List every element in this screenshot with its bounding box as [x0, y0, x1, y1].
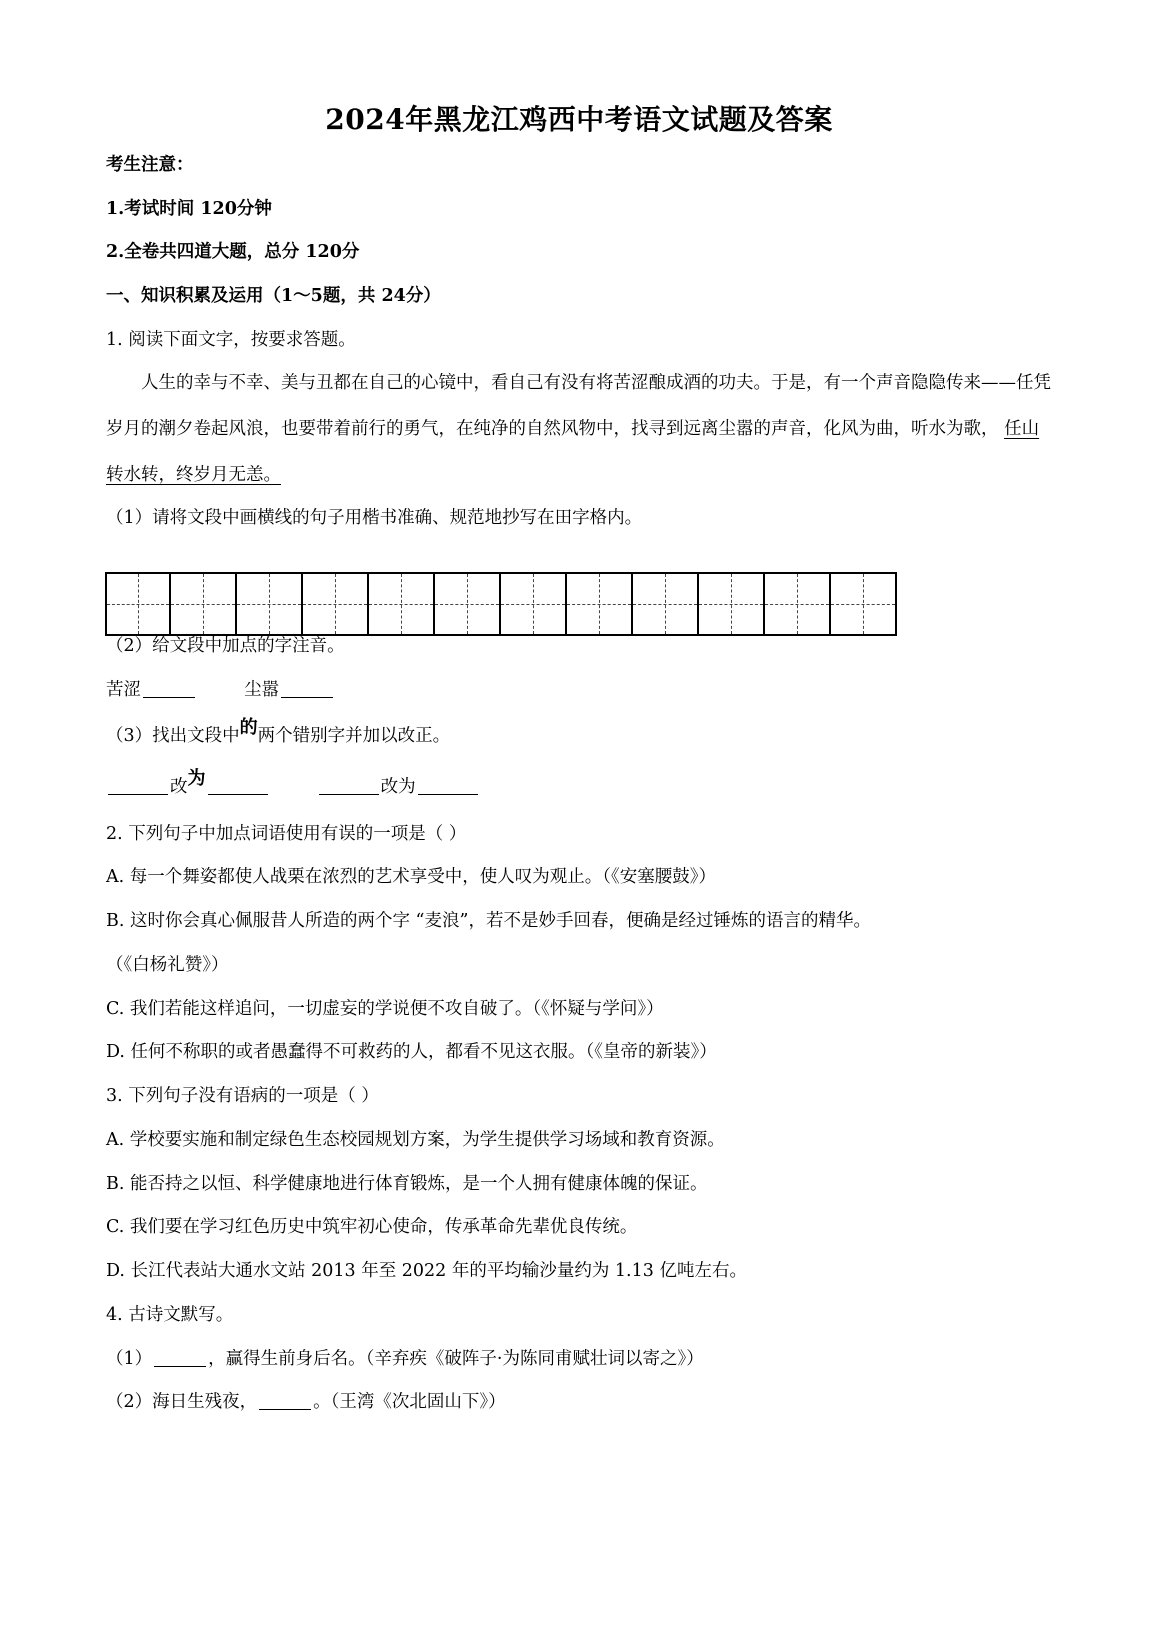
- question-1-sub3-answers: [106, 768, 480, 799]
- q4-sub2-text-a: （2）海日生残夜，: [106, 1392, 258, 1412]
- grid-cell[interactable]: [831, 572, 897, 636]
- question-2-option-c[interactable]: C. 我们若能这样追问，一切虚妄的学说便不攻自破了。（《怀疑与学问》）: [106, 999, 664, 1019]
- grid-cell[interactable]: [501, 572, 567, 636]
- grid-cell[interactable]: [435, 572, 501, 636]
- sub3-text-a: （3）找出文段中: [106, 726, 240, 746]
- grid-cell[interactable]: [105, 572, 171, 636]
- passage-text: 人生的幸与不幸、美与丑都在自己的心镜中，看自己有没有将苦涩酿成酒的功夫。于是，有一个声音隐隐传来——任凭岁月的潮夕卷起风浪，也要带着前行的勇气，在纯净的自然风物中，找寻到远离尘嚣的声音，化风为曲，听水为歌，: [106, 373, 1051, 439]
- question-1-stem: 1. 阅读下面文字，按要求答题。: [106, 330, 356, 350]
- grid-cell[interactable]: [699, 572, 765, 636]
- grid-cell[interactable]: [633, 572, 699, 636]
- notice-heading: 考生注意：: [106, 155, 194, 175]
- q4-sub1-num: （1）: [106, 1349, 153, 1369]
- sub3-text-b: 两个错别字并加以改正。: [257, 726, 451, 746]
- grid-cell[interactable]: [171, 572, 237, 636]
- passage-underlined-sentence: 任山转水转，终岁月无恙。: [106, 419, 1040, 485]
- grid-cell[interactable]: [369, 572, 435, 636]
- question-3-option-c[interactable]: C. 我们要在学习红色历史中筑牢初心使命，传承革命先辈优良传统。: [106, 1217, 638, 1237]
- answer-blank[interactable]: [319, 776, 379, 795]
- wei-label: 为: [187, 768, 206, 789]
- word-chenxiao: 尘嚣: [244, 680, 280, 700]
- question-1-passage: [106, 360, 1052, 498]
- question-4-stem: 4. 古诗文默写。: [106, 1305, 234, 1325]
- page-title: 2024年黑龙江鸡西中考语文试题及答案: [325, 103, 833, 136]
- answer-blank[interactable]: [281, 679, 333, 698]
- grid-cell[interactable]: [567, 572, 633, 636]
- question-4-sub1: [106, 1347, 704, 1371]
- word-kuse: 苦涩: [106, 680, 141, 700]
- grid-cell[interactable]: [765, 572, 831, 636]
- answer-blank[interactable]: [259, 1391, 311, 1410]
- question-2-option-a[interactable]: A. 每一个舞姿都使人战栗在浓烈的艺术享受中，使人叹为观止。（《安塞腰鼓》）: [106, 867, 717, 887]
- question-3-option-b[interactable]: B. 能否持之以恒、科学健康地进行体育锻炼，是一个人拥有健康体魄的保证。: [106, 1174, 708, 1194]
- question-2-option-b[interactable]: B. 这时你会真心佩服昔人所造的两个字 “麦浪”，若不是妙手回春，便确是经过锤炼的语言的精华。: [106, 911, 871, 931]
- question-1-sub2-answers: [106, 678, 335, 702]
- sub3-de: 的: [239, 717, 258, 738]
- gai-label: 改: [170, 777, 188, 797]
- grid-cell[interactable]: [303, 572, 369, 636]
- question-4-sub2: [106, 1390, 506, 1414]
- answer-blank[interactable]: [154, 1348, 206, 1367]
- answer-blank[interactable]: [108, 776, 168, 795]
- question-1-sub1: （1）请将文段中画横线的句子用楷书准确、规范地抄写在田字格内。: [106, 508, 643, 528]
- question-1-sub3: [106, 717, 451, 748]
- section-heading: 一、知识积累及运用（1～5题，共 24分）: [106, 286, 441, 306]
- grid-cell[interactable]: [237, 572, 303, 636]
- question-1-sub2: （2）给文段中加点的字注音。: [106, 636, 345, 656]
- gaiwei-label: 改为: [380, 777, 416, 797]
- q4-sub1-text: ，赢得生前身后名。（辛弃疾《破阵子·为陈同甫赋壮词以寄之》）: [208, 1349, 704, 1369]
- question-2-stem: 2. 下列句子中加点词语使用有误的一项是（ ）: [106, 824, 467, 844]
- q4-sub2-text-b: 。（王湾《次北固山下》）: [313, 1392, 506, 1412]
- notice-item-score: 2.全卷共四道大题，总分 120分: [106, 242, 360, 262]
- question-2-option-d[interactable]: D. 任何不称职的或者愚蠢得不可救药的人，都看不见这衣服。（《皇帝的新装》）: [106, 1042, 717, 1062]
- answer-blank[interactable]: [208, 776, 268, 795]
- answer-blank[interactable]: [418, 776, 478, 795]
- question-3-option-a[interactable]: A. 学校要实施和制定绿色生态校园规划方案，为学生提供学习场域和教育资源。: [106, 1130, 725, 1150]
- answer-blank[interactable]: [143, 679, 195, 698]
- tianzige-grid: [105, 572, 897, 636]
- notice-item-time: 1.考试时间 120分钟: [106, 199, 272, 219]
- question-2-option-b-source: （《白杨礼赞》）: [106, 955, 229, 975]
- question-3-option-d[interactable]: D. 长江代表站大通水文站 2013 年至 2022 年的平均输沙量约为 1.13 亿吨左右。: [106, 1261, 747, 1281]
- question-3-stem: 3. 下列句子没有语病的一项是（ ）: [106, 1086, 379, 1106]
